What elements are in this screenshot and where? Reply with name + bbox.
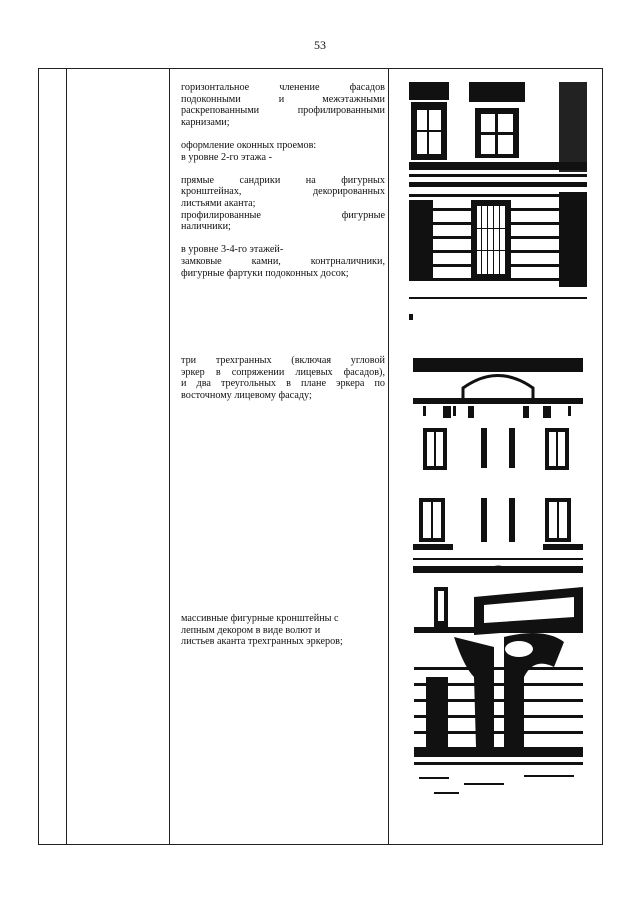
text-line: горизонтальное членение фасадов: [181, 82, 385, 93]
text-line: кронштейнах, декорированных: [181, 186, 385, 198]
text-line: восточному лицевому фасаду;: [181, 389, 312, 401]
text-line: в уровне 3-4-го этажей-: [181, 244, 284, 256]
text-line: карнизами;: [181, 116, 230, 128]
text-line: профилированные фигурные: [181, 209, 385, 221]
bay-window-photo: [413, 358, 583, 573]
text-line: замковые камни, контрналичники,: [181, 255, 385, 267]
page-number: 53: [314, 38, 326, 52]
facade-photo-windows: [409, 82, 587, 320]
column-divider-3: [388, 69, 389, 844]
text-line: эркер в сопряжении лицевых фасадов),: [181, 366, 385, 378]
text-line: листьями аканта;: [181, 197, 256, 209]
text-line: фигурные фартуки подоконных досок;: [181, 267, 349, 279]
text-line: оформление оконных проемов:: [181, 139, 317, 151]
column-divider-2: [169, 69, 170, 844]
text-line: и два треугольных в плане эркера по: [181, 378, 385, 390]
description-block-bay-windows: [181, 355, 385, 401]
description-block-facades: [181, 82, 385, 279]
text-line: массивные фигурные кронштейны с: [181, 613, 339, 624]
brackets-photo: [414, 587, 583, 805]
text-line: прямые сандрики на фигурных: [181, 174, 385, 186]
text-line: раскрепованными профилированными: [181, 105, 385, 117]
text-line: лепным декором в виде волют и: [181, 624, 321, 636]
text-line: наличники;: [181, 221, 231, 233]
text-line: подоконными и межэтажными: [181, 93, 385, 105]
text-line: в уровне 2-го этажа -: [181, 151, 272, 163]
text-line: листьев аканта трехгранных эркеров;: [181, 636, 343, 648]
description-block-brackets: [181, 613, 385, 648]
column-divider-1: [66, 69, 67, 844]
text-line: три трехгранных (включая угловой: [181, 355, 385, 366]
